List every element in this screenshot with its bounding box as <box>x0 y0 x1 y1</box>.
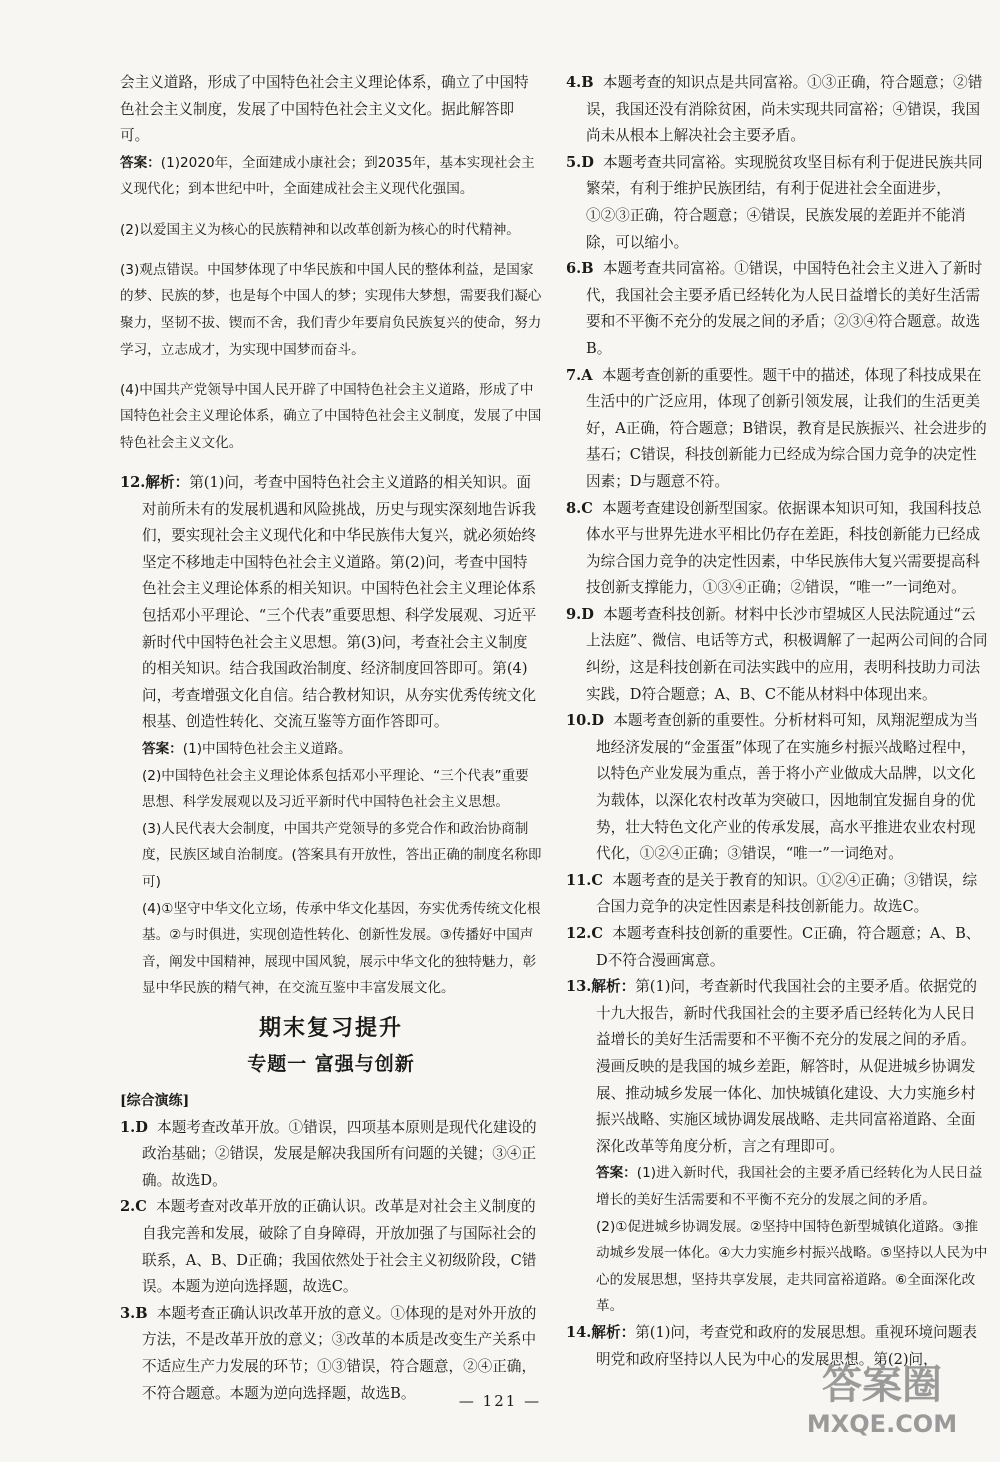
r11-item <box>566 868 990 921</box>
answer-label: 答案： <box>120 154 161 171</box>
r14-explanation-text: 第(1)问，考查党和政府的发展思想。重视环境问题表明党和政府坚持以人民为中心的发展思想。第(2)问， <box>596 1323 977 1368</box>
r13-answer-1: (1)进入新时代，我国社会的主要矛盾已经转化为人民日益增长的美好生活需要和不平衡不充分的发展之间的矛盾。 <box>596 1165 983 1208</box>
r9-number: 9.D <box>566 605 594 623</box>
q11-answer-1: (1)2020年，全面建成小康社会；到2035年，基本实现社会主义现代化；到本世纪中叶，全面建成社会主义现代化强国。 <box>120 154 535 198</box>
r13-answer-2: (2)①促进城乡协调发展。②坚持中国特色新型城镇化道路。③推动城乡发展一体化。④大力实施乡村振兴战略。⑤坚持以人民为中心的发展思想，坚持共享发展，走共同富裕道路。⑥全面深化改革。 <box>596 1218 988 1315</box>
r12-number: 12.C <box>566 925 604 942</box>
r11-number: 11.C <box>566 871 604 889</box>
q11-answer-3: (3)观点错误。中国梦体现了中华民族和中国人民的整体利益，是国家的梦、民族的梦，也是每个中国人的梦；实现伟大梦想，需要我们凝心聚力，坚韧不拔、锲而不舍，我们青少年要肩负民族复兴的使命，努力学习，立志成才，为实现中国梦而奋斗。 <box>120 261 542 358</box>
section-subtitle: 专题一 富强与创新 <box>247 1052 415 1075</box>
r10-item <box>566 708 990 868</box>
r11-text: 本题考查的是关于教育的知识。①②④正确；③错误，综合国力竞争的决定性因素是科技创新能力。故选C。 <box>596 871 978 916</box>
s1-text: 本题考查改革开放。①错误，四项基本原则是现代化建设的政治基础；②错误，发展是解决我国所有问题的关键；③④正确。故选D。 <box>142 1118 537 1189</box>
q12-answer-1: (1)中国特色社会主义道路。 <box>182 741 352 758</box>
s1-item <box>120 1115 542 1195</box>
r7-number: 7.A <box>566 366 593 384</box>
q12-answer-4: (4)①坚守中华文化立场，传承中华文化基因，夯实优秀传统文化根基。②与时俱进，实现创造性转化、创新性发展。③传播好中国声音，阐发中国精神，展现中国风貌，展示中华文化的独特魅力，彰显中华民族的精气神，在交流互鉴中丰富发展文化。 <box>142 900 541 997</box>
q12-answer-block <box>120 736 542 763</box>
r14-number: 14. <box>566 1323 592 1341</box>
explanation-label: 解析： <box>145 474 190 492</box>
r13-explanation-text: 第(1)问，考查新时代我国社会的主要矛盾。依据党的十九大报告，新时代我国社会的主要矛盾已经转化为人民日益增长的美好生活需要和不平衡不充分的发展之间的矛盾。漫画反映的是我国的城乡差距，解答时，从促进城乡协调发展、推动城乡发展一体化、加快城镇化建设、大力实施乡村振兴战略、实施区域协调发展战略、走共同富裕道路、全面深化改革等角度分析，言之有理即可。 <box>596 978 977 1155</box>
s3-number: 3.B <box>120 1304 148 1322</box>
q12-answer-3: (3)人民代表大会制度，中国共产党领导的多党合作和政治协商制度，民族区域自治制度。(答案具有开放性，答出正确的制度名称即可) <box>142 820 542 890</box>
r5-item <box>566 150 990 256</box>
q12-answer-2: (2)中国特色社会主义理论体系包括邓小平理论、“三个代表”重要思想、科学发展观以及习近平新时代中国特色社会主义思想。 <box>142 767 529 811</box>
r5-text: 本题考查共同富裕。实现脱贫攻坚目标有利于促进民族共同繁荣，有利于维护民族团结，有利于促进社会全面进步，①②③正确，符合题意；④错误，民族发展的差距并不能消除，可以缩小。 <box>586 153 983 251</box>
r13-explanation <box>566 974 990 1160</box>
q11-answer-block <box>120 150 542 203</box>
section-tag: [综合演练] <box>120 1092 190 1109</box>
q12-number: 12. <box>120 474 146 492</box>
watermark-logo <box>784 1350 980 1442</box>
r4-item <box>566 70 990 150</box>
r9-item <box>566 602 990 708</box>
r7-item <box>566 363 990 496</box>
s2-text: 本题考查对改革开放的正确认识。改革是对社会主义制度的自我完善和发展，破除了自身障碍，开放加强了与国际社会的联系，A、B、D正确；我国依然处于社会主义初级阶段，C错误。本题为逆向选择题，故选C。 <box>142 1198 537 1296</box>
q11-answer-2: (2)以爱国主义为核心的民族精神和以改革创新为核心的时代精神。 <box>120 221 520 238</box>
watermark-line-1: 答案圈 <box>822 1362 942 1408</box>
r4-number: 4.B <box>566 74 594 91</box>
q11-intro: 会主义道路，形成了中国特色社会主义理论体系，确立了中国特色社会主义制度，发展了中国特色社会主义文化。据此解答即可。 <box>120 74 529 145</box>
r12-item <box>566 921 990 974</box>
r13-number: 13. <box>566 978 592 996</box>
r8-number: 8.C <box>566 499 593 517</box>
r5-number: 5.D <box>566 153 594 171</box>
q11-answer-4: (4)中国共产党领导中国人民开辟了中国特色社会主义道路，形成了中国特色社会主义理论体系，确立了中国特色社会主义制度，发展了中国特色社会主义文化。 <box>120 381 542 451</box>
page-number: — 121 — <box>458 1392 542 1410</box>
r8-item <box>566 496 990 602</box>
r8-text: 本题考查建设创新型国家。依据课本知识可知，我国科技总体水平与世界先进水平相比仍存在差距，科技创新能力已经成为综合国力竞争的决定性因素，中华民族伟大复兴需要提高科技创新支撑能力，①③④正确；②错误，“唯一”一词绝对。 <box>586 499 982 597</box>
right-column <box>566 70 990 1373</box>
q12-explanation-text: 第(1)问，考查中国特色社会主义道路的相关知识。面对前所未有的发展机遇和风险挑战，历史与现实深刻地告诉我们，要实现社会主义现代化和中华民族伟大复兴，就必须始终坚定不移地走中国特色社会主义道路。第(2)问，考查中国特色社会主义理论体系的相关知识。中国特色社会主义理论体系包括邓小平理论、“三个代表”重要思想、科学发展观、习近平新时代中国特色社会主义思想。第(3)问，考查社会主义制度的相关知识。结合我国政治制度、经济制度回答即可。第(4)问，考查增强文化自信。结合教材知识，从夯实优秀传统文化根基、创造性转化、交流互鉴等方面作答即可。 <box>142 474 537 731</box>
s3-text: 本题考查正确认识改革开放的意义。①体现的是对外开放的方法，不是改革开放的意义；③改革的本质是改变生产关系中不适应生产力发展的环节；①③错误，符合题意，②④正确，不符合题意。本题为逆向选择题，故选B。 <box>142 1304 537 1402</box>
r4-text: 本题考查的知识点是共同富裕。①③正确，符合题意；②错误，我国还没有消除贫困，尚未实现共同富裕；④错误，我国尚未从根本上解决社会主要矛盾。 <box>586 74 983 145</box>
answer-label: 答案： <box>596 1165 637 1182</box>
r6-number: 6.B <box>566 260 594 278</box>
s1-number: 1.D <box>120 1118 148 1136</box>
s2-number: 2.C <box>120 1198 147 1216</box>
r6-text: 本题考查共同富裕。①错误，中国特色社会主义进入了新时代，我国社会主要矛盾已经转化为人民日益增长的美好生活需要和不平衡不充分的发展之间的矛盾；②③④符合题意。故选B。 <box>586 260 983 357</box>
r9-text: 本题考查科技创新。材料中长沙市望城区人民法院通过“云上法庭”、微信、电话等方式，积极调解了一起两公司间的合同纠纷，这是科技创新在司法实践中的应用，表明科技助力司法实践，D符合题意；A、B、C不能从材料中体现出来。 <box>586 605 988 703</box>
q12-explanation <box>120 470 542 736</box>
s2-item <box>120 1194 542 1300</box>
section-title: 期末复习提升 <box>258 1015 403 1041</box>
left-column <box>120 70 542 1407</box>
answer-label: 答案： <box>142 741 183 758</box>
explanation-label: 解析： <box>591 1323 636 1341</box>
explanation-label: 解析： <box>591 978 636 996</box>
r10-text: 本题考查创新的重要性。分析材料可知，凤翔泥塑成为当地经济发展的“金蛋蛋”体现了在实施乡村振兴战略过程中，以特色产业发展为重点，善于将小产业做成大品牌，以文化为载体，以深化农村改革为突破口，因地制宜发掘自身的优势，壮大特色文化产业的传承发展，高水平推进农业农村现代化，①②④正确；③错误，“唯一”一词绝对。 <box>596 712 979 863</box>
r6-item <box>566 256 990 362</box>
r13-answer-block <box>566 1160 990 1213</box>
r10-number: 10.D <box>566 712 605 730</box>
watermark-line-2: MXQE.COM <box>806 1410 958 1438</box>
r12-text: 本题考查科技创新的重要性。C正确，符合题意；A、B、D不符合漫画寓意。 <box>596 925 981 969</box>
r7-text: 本题考查创新的重要性。题干中的描述，体现了科技成果在生活中的广泛应用，体现了创新引领发展，让我们的生活更美好，A正确，符合题意；B错误，教育是民族振兴、社会进步的基石；C错误，科技创新能力已经成为综合国力竞争的决定性因素；D与题意不符。 <box>586 366 987 490</box>
